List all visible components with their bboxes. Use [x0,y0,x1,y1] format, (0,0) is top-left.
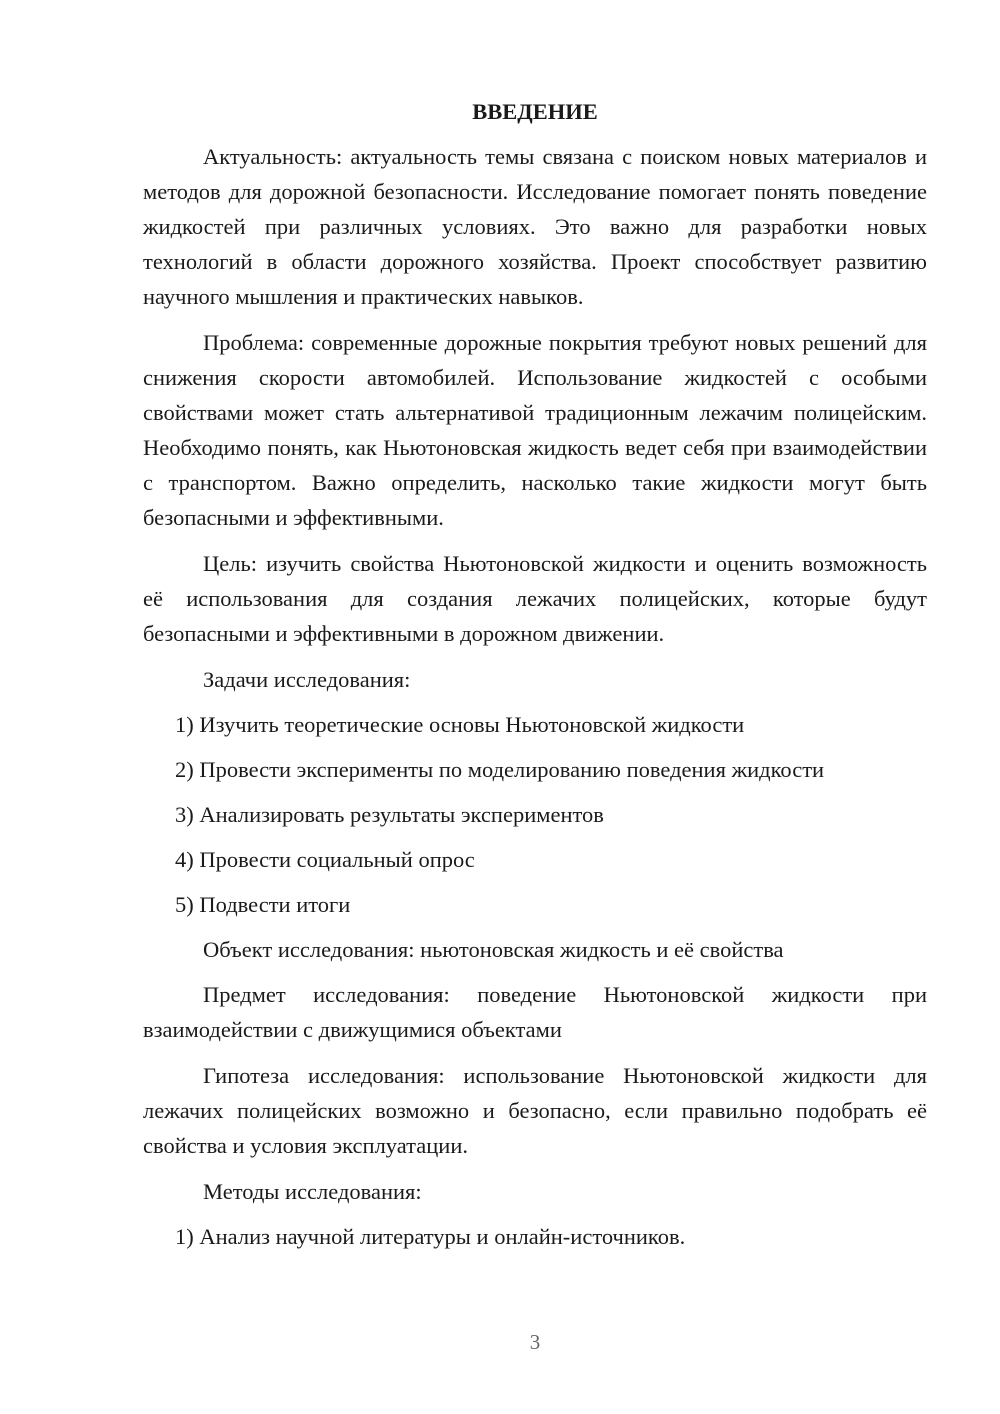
tasks-heading: Задачи исследования: [203,667,411,692]
list-item: 3) Анализировать результаты экспериментов [175,802,604,827]
page-number: 3 [529,1330,541,1354]
problem-paragraph: Проблема: современные дорожные покрытия требуют новых решений для снижения скорости автомобилей. Использование жидкостей с особыми свойствами может стать альтернативой традиционным лежачим полицейским. Необходимо понять, как Ньютоновская жидкость ведет себя при взаимодействии с транспортом. Важно определить, насколько такие жидкости могут быть безопасными и эффективными. [143,330,927,530]
goal-paragraph: Цель: изучить свойства Ньютоновской жидкости и оценить возможность её использования для создания лежачих полицейских, которые будут безопасными и эффективными в дорожном движении. [143,551,927,646]
list-item: 4) Провести социальный опрос [175,847,475,872]
subject-paragraph: Предмет исследования: поведение Ньютоновской жидкости при взаимодействии с движущимися объектами [143,982,927,1042]
document-body [143,94,927,1264]
list-item: 1) Анализ научной литературы и онлайн-источников. [175,1224,686,1249]
list-item: 1) Изучить теоретические основы Ньютоновской жидкости [175,712,745,737]
relevance-paragraph: Актуальность: актуальность темы связана с поиском новых материалов и методов для дорожной безопасности. Исследование помогает понять поведение жидкостей при различных условиях. Это важно для разработки новых технологий в области дорожного хозяйства. Проект способствует развитию научного мышления и практических навыков. [143,144,927,309]
list-item: 2) Провести эксперименты по моделированию поведения жидкости [175,757,825,782]
hypothesis-paragraph: Гипотеза исследования: использование Ньютоновской жидкости для лежачих полицейских возможно и безопасно, если правильно подобрать её свойства и условия эксплуатации. [143,1063,927,1158]
section-title: ВВЕДЕНИЕ [472,99,598,124]
list-item: 5) Подвести итоги [175,892,351,917]
methods-list [143,1219,927,1254]
tasks-list [143,707,927,922]
object-paragraph: Объект исследования: ньютоновская жидкость и её свойства [203,937,784,962]
methods-heading: Методы исследования: [203,1179,422,1204]
